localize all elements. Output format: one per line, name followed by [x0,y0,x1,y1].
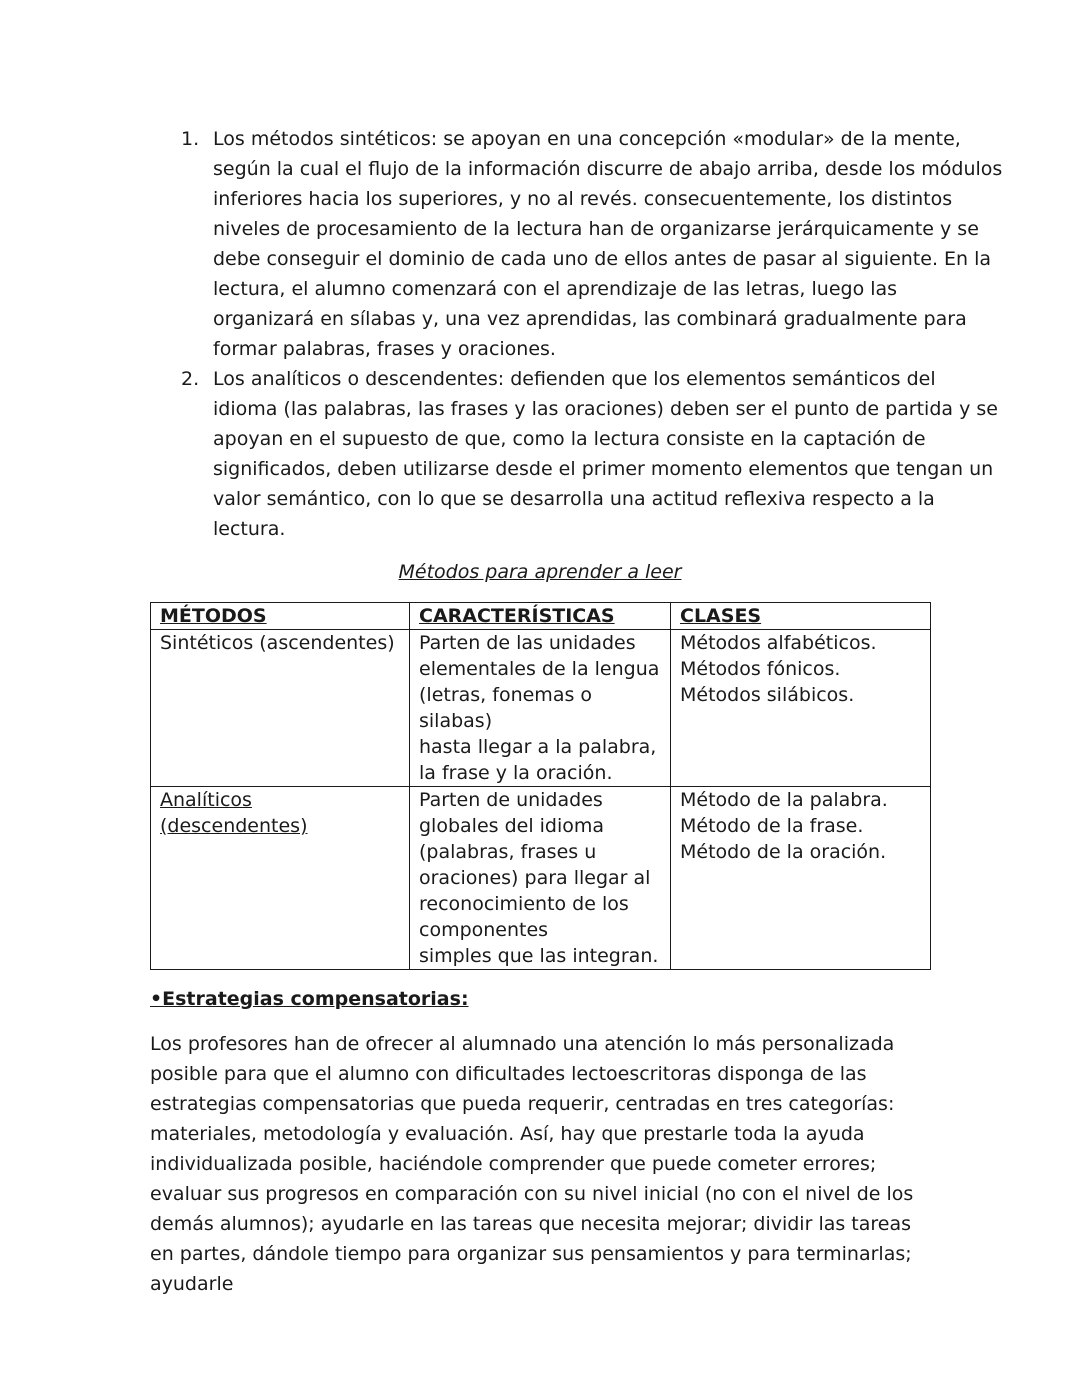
cell-line: oraciones) para llegar al [419,867,651,889]
classes-cell [671,630,931,787]
header-classes: CLASES [671,603,931,630]
section-heading: •Estrategias compensatorias: [150,988,469,1010]
cell-line: Parten de unidades [419,789,603,811]
list-item-number: 2. [181,368,200,390]
list-item [181,124,1003,364]
cell-line: (palabras, frases u [419,841,597,863]
method-name-line: (descendentes) [160,815,308,837]
list-item [181,364,1003,544]
method-cell [151,630,410,787]
cell-line: la frase y la oración. [419,762,613,784]
cell-line: (letras, fonemas o silabas) [419,684,593,732]
list-item-text: Los analíticos o descendentes: defienden que los elementos semánticos del idioma (las palabras, las frases y las oraciones) deben ser el punto de partida y se apoyan en el supuesto de que, como la lectura consiste en la captación de significados, deben utilizarse desde el primer momento elementos que tengan un valor semántico, con lo que se desarrolla una actitud reflexiva respecto a la lectura. [213,368,998,540]
method-name-line: Analíticos [160,789,252,811]
method-cell [151,787,410,970]
cell-line: Método de la frase. [680,815,864,837]
methods-numbered-list [150,124,1003,544]
cell-line: elementales de la lengua [419,658,660,680]
table-header-row [151,603,931,630]
cell-line: globales del idioma [419,815,605,837]
list-item-number: 1. [181,128,200,150]
cell-line: Método de la oración. [680,841,887,863]
method-name: Sintéticos (ascendentes) [160,632,395,654]
body-paragraph: Los profesores han de ofrecer al alumnado una atención lo más personalizada posible para que el alumno con dificultades lectoescritoras disponga de las estrategias compensatorias que pueda requerir, centradas en tres categorías: materiales, metodología y evaluación. Así, hay que prestarle toda la ayuda individualizada posible, haciéndole comprender que puede cometer errores; evaluar sus progresos en comparación con su nivel inicial (no con el nivel de los demás alumnos); ayudarle en las tareas que necesita mejorar; dividir las tareas en partes, dándole tiempo para organizar sus pensamientos y para terminarlas; ayudarle [150,1033,914,1295]
header-characteristics: CARACTERÍSTICAS [410,603,671,630]
classes-cell [671,787,931,970]
table-row [151,630,931,787]
methods-table [150,602,931,970]
cell-line: reconocimiento de los [419,893,629,915]
characteristics-cell [410,787,671,970]
cell-line: Métodos silábicos. [680,684,855,706]
cell-line: simples que las integran. [419,945,659,967]
cell-line: Métodos fónicos. [680,658,841,680]
list-item-text: Los métodos sintéticos: se apoyan en una concepción «modular» de la mente, según la cual el flujo de la información discurre de abajo arriba, desde los módulos inferiores hacia los superiores, y no al revés. consecuentemente, los distintos niveles de procesamiento de la lectura han de organizarse jerárquicamente y se debe conseguir el dominio de cada uno de ellos antes de pasar al siguiente. En la lectura, el alumno comenzará con el aprendizaje de las letras, luego las organizará en sílabas y, una vez aprendidas, las combinará gradualmente para formar palabras, frases y oraciones. [213,128,1003,360]
header-methods: MÉTODOS [151,603,410,630]
table-caption: Métodos para aprender a leer [398,561,682,583]
cell-line: hasta llegar a la palabra, [419,736,657,758]
table-row [151,787,931,970]
cell-line: componentes [419,919,549,941]
characteristics-cell [410,630,671,787]
cell-line: Método de la palabra. [680,789,888,811]
cell-line: Parten de las unidades [419,632,636,654]
cell-line: Métodos alfabéticos. [680,632,877,654]
